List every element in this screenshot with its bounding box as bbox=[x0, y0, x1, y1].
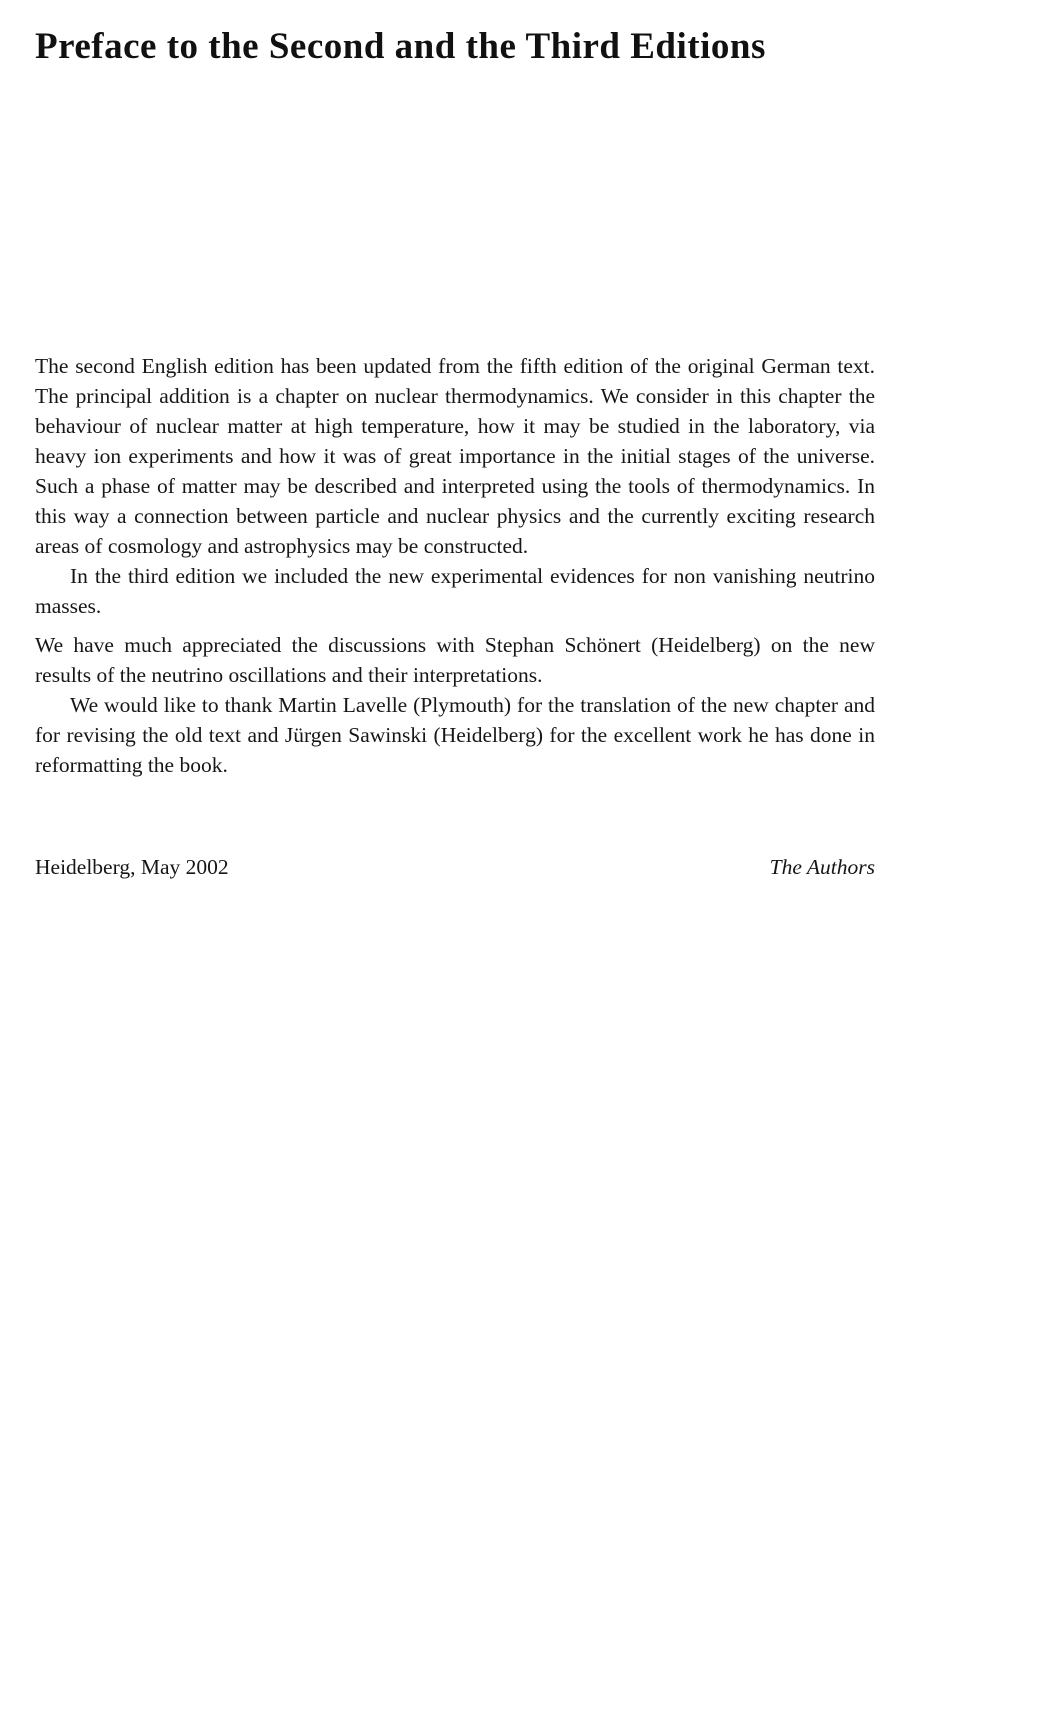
signoff-authors: The Authors bbox=[769, 854, 875, 879]
preface-body bbox=[35, 351, 875, 780]
signoff-row bbox=[35, 852, 875, 882]
page-title: Preface to the Second and the Third Editions bbox=[35, 26, 766, 67]
page-content bbox=[35, 26, 875, 882]
signoff-place-date: Heidelberg, May 2002 bbox=[35, 854, 229, 879]
paragraph-1: The second English edition has been updated from the fifth edition of the original German text. The principal addition is a chapter on nuclear thermodynamics. We consider in this chapter the behaviour of nuclear matter at high temperature, how it may be studied in the laboratory, via heavy ion experiments and how it was of great importance in the initial stages of the universe. Such a phase of matter may be described and interpreted using the tools of thermodynamics. In this way a connection between particle and nuclear physics and the currently exciting research areas of cosmology and astrophysics may be constructed. bbox=[35, 353, 875, 558]
paragraph-4: We would like to thank Martin Lavelle (Plymouth) for the translation of the new chapter and for revising the old text and Jürgen Sawinski (Heidelberg) for the excellent work he has done in reformatting the book. bbox=[35, 692, 875, 777]
paragraph-2: In the third edition we included the new experimental evidences for non vanishing neutrino masses. bbox=[35, 563, 875, 618]
paragraph-3: We have much appreciated the discussions with Stephan Schönert (Heidelberg) on the new results of the neutrino oscillations and their interpretations. bbox=[35, 632, 875, 687]
